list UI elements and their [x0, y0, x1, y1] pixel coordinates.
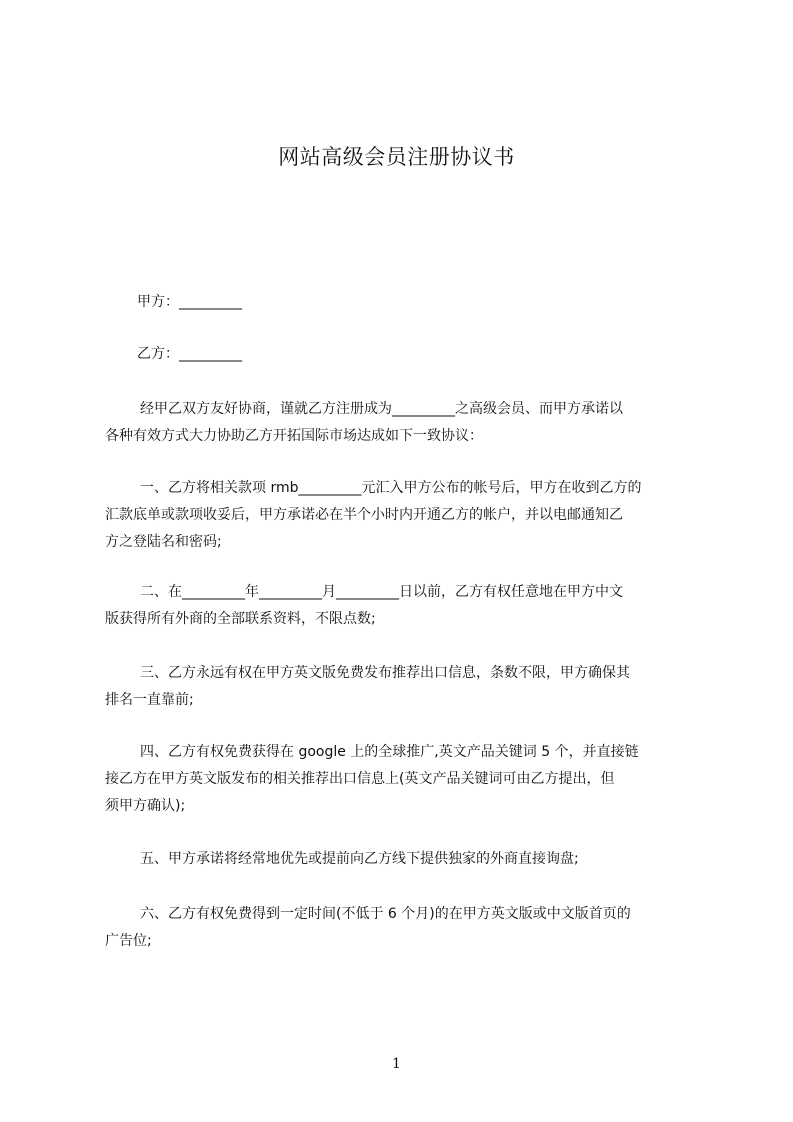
- party-a-line: 甲方：_________: [137, 294, 242, 310]
- intro-paragraph: [105, 396, 707, 450]
- clause-line: 排名一直靠前;: [105, 692, 194, 708]
- intro-line: 各种有效方式大力协助乙方开拓国际市场达成如下一致协议：: [105, 428, 483, 444]
- clause-3: [105, 660, 707, 714]
- clause-line: 四、乙方有权免费获得在 google 上的全球推广,英文产品关键词 5 个，并直接链: [140, 744, 639, 760]
- clause-4: [105, 739, 707, 820]
- clause-line: 一、乙方将相关款项 rmb_________元汇入甲方公布的帐号后，甲方在收到乙方的: [140, 480, 642, 496]
- clause-1: [105, 475, 707, 556]
- page-number: 1: [392, 1056, 401, 1072]
- clause-line: 接乙方在甲方英文版发布的相关推荐出口信息上(英文产品关键词可由乙方提出，但: [105, 771, 615, 787]
- clause-line: 五、甲方承诺将经常地优先或提前向乙方线下提供独家的外商直接询盘;: [140, 851, 579, 867]
- clause-line: 六、乙方有权免费得到一定时间(不低于 6 个月)的在甲方英文版或中文版首页的: [140, 906, 631, 922]
- intro-line: 经甲乙双方友好协商，谨就乙方注册成为_________之高级会员、而甲方承诺以: [140, 401, 623, 417]
- clause-line: 汇款底单或款项收妥后，甲方承诺必在半个小时内开通乙方的帐户，并以电邮通知乙: [105, 507, 623, 523]
- clause-line: 方之登陆名和密码;: [105, 534, 222, 550]
- clause-line: 二、在_________年_________月_________日以前，乙方有权任意地在甲方中文: [140, 584, 623, 600]
- clause-6: [105, 901, 707, 955]
- clause-line: 须甲方确认);: [105, 798, 186, 814]
- clause-2: [105, 579, 707, 633]
- clause-line: 三、乙方永远有权在甲方英文版免费发布推荐出口信息，条数不限，甲方确保其: [140, 665, 630, 681]
- party-b-line: 乙方：_________: [137, 346, 242, 362]
- clause-5: [105, 846, 707, 873]
- document-title: 网站高级会员注册协议书: [278, 145, 515, 169]
- clause-line: 版获得所有外商的全部联系资料，不限点数;: [105, 611, 376, 627]
- clause-line: 广告位;: [105, 933, 152, 949]
